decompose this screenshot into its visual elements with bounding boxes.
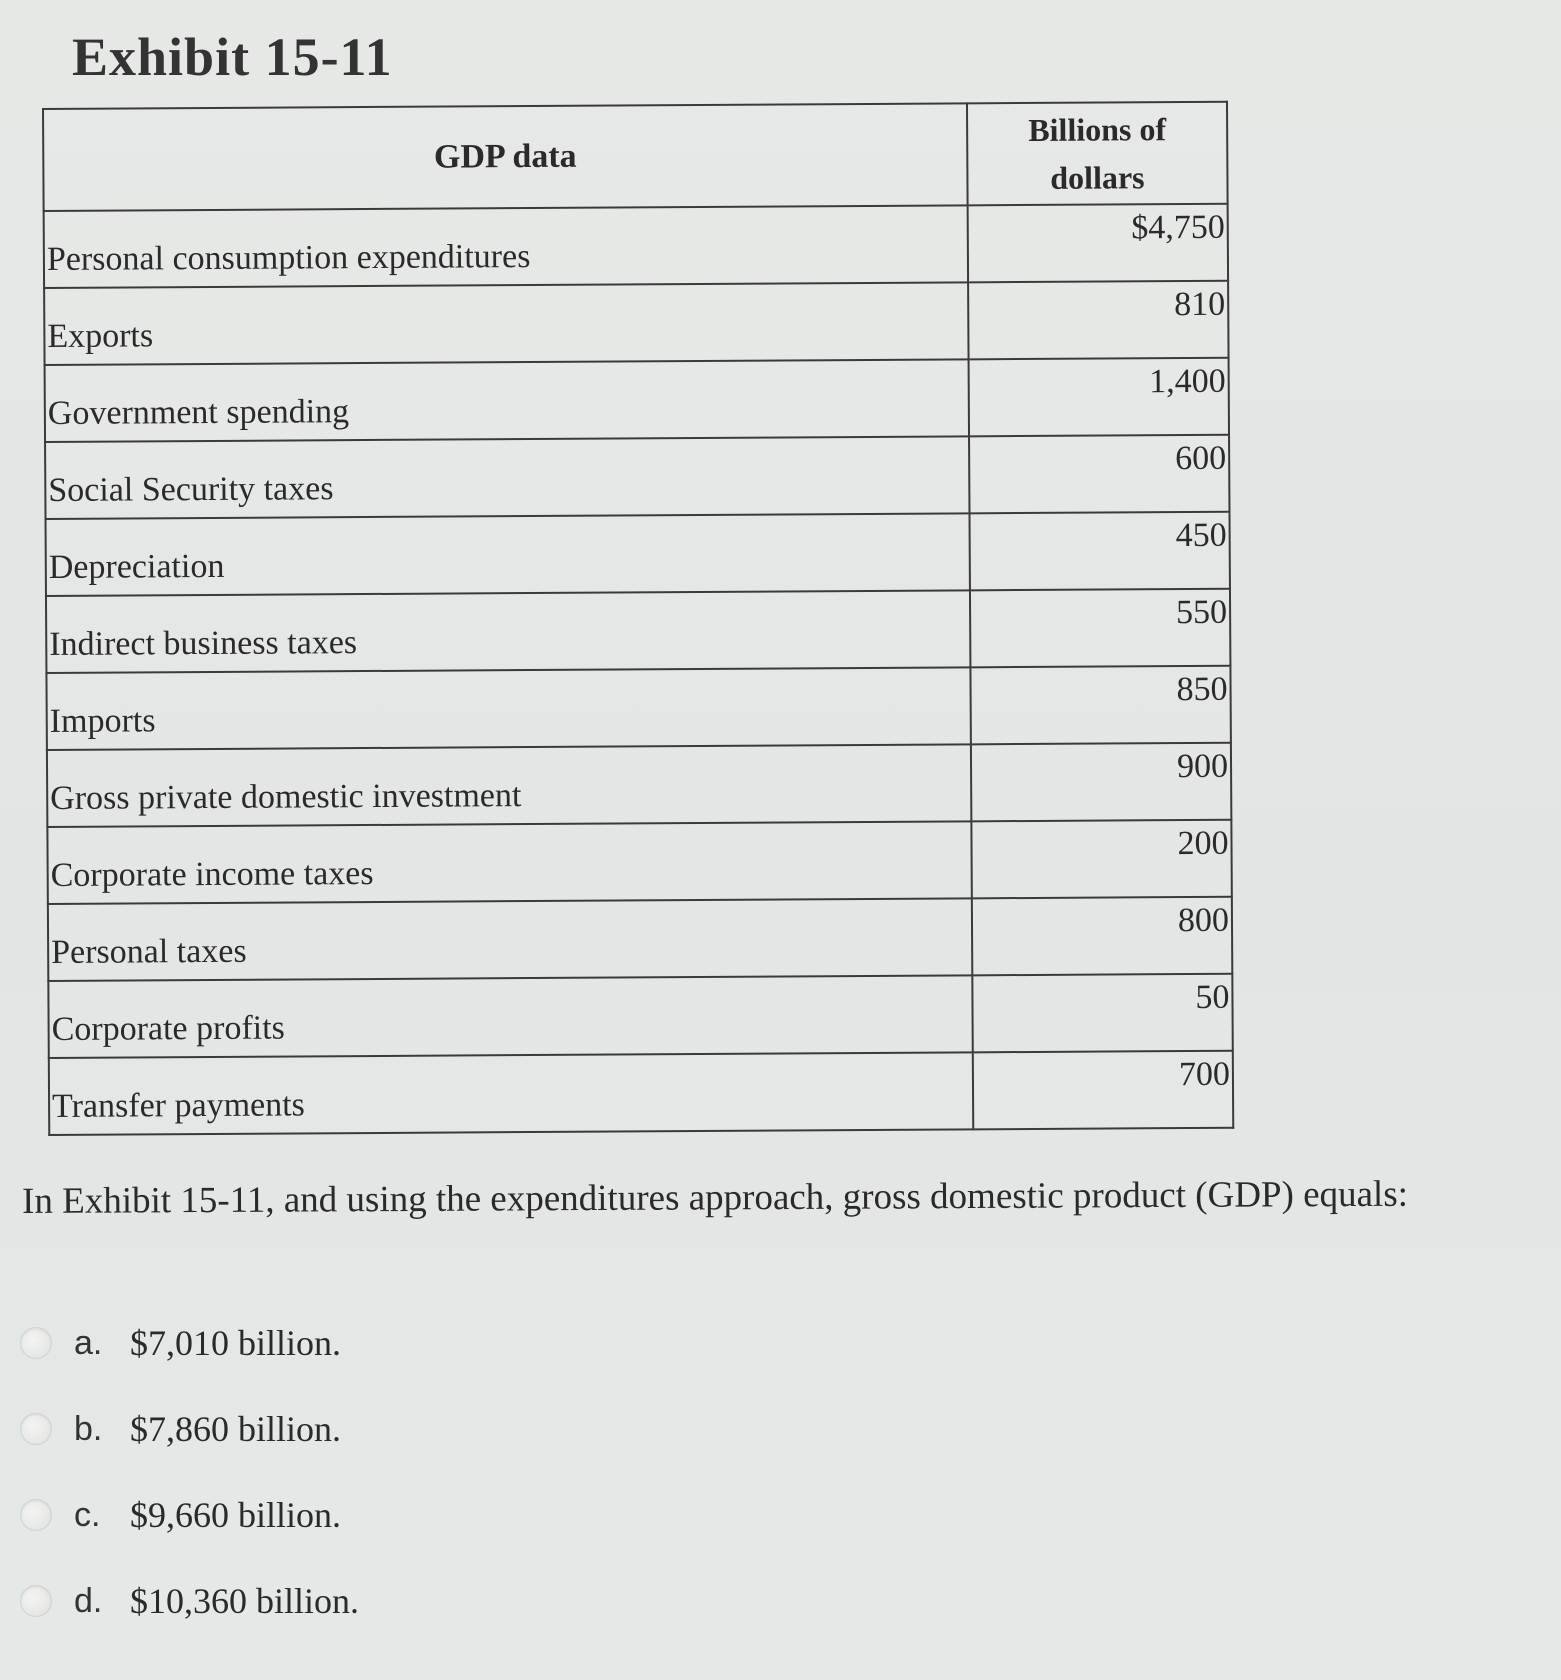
row-value: 600: [969, 435, 1229, 514]
radio-button-d[interactable]: [20, 1585, 52, 1617]
row-value: $4,750: [968, 204, 1228, 283]
header-gdp-data: GDP data: [43, 103, 968, 211]
row-label: Exports: [44, 282, 968, 365]
option-letter: d.: [74, 1581, 103, 1620]
exhibit-title: Exhibit 15-11: [72, 27, 393, 87]
row-value: 850: [970, 666, 1230, 745]
table-row: [46, 666, 1230, 750]
row-value: 200: [971, 820, 1231, 899]
table-row: [49, 1051, 1233, 1135]
row-label: Social Security taxes: [45, 436, 969, 519]
table-row: [48, 897, 1232, 981]
table-row: [47, 743, 1231, 827]
option-letter: c.: [74, 1495, 101, 1534]
table-row: [46, 589, 1230, 673]
header-billions-of-dollars: Billions of dollars: [967, 102, 1228, 206]
table-header-row: [43, 102, 1228, 211]
row-label: Personal taxes: [48, 898, 972, 981]
row-label: Depreciation: [46, 513, 970, 596]
row-label: Imports: [46, 667, 970, 750]
option-text[interactable]: $10,360 billion.: [130, 1581, 360, 1621]
answer-options: [20, 1300, 359, 1644]
row-value: 900: [971, 743, 1231, 822]
gdp-data-table: [42, 101, 1234, 1136]
option-text[interactable]: $7,010 billion.: [130, 1323, 342, 1363]
row-label: Corporate profits: [48, 975, 972, 1058]
option-letter: b.: [74, 1409, 103, 1448]
table-row: [45, 435, 1229, 519]
row-label: Corporate income taxes: [47, 821, 971, 904]
row-label: Indirect business taxes: [46, 590, 970, 673]
radio-button-b[interactable]: [20, 1413, 52, 1445]
table-row: [47, 820, 1231, 904]
option-a[interactable]: [20, 1300, 359, 1386]
radio-button-a[interactable]: [20, 1327, 52, 1359]
option-letter: a.: [74, 1323, 103, 1362]
row-value: 810: [968, 281, 1228, 360]
option-c[interactable]: [20, 1472, 359, 1558]
table-row: [48, 974, 1232, 1058]
row-value: 450: [969, 512, 1229, 591]
row-label: Transfer payments: [49, 1052, 973, 1135]
gdp-table-container: [42, 101, 1232, 1136]
table-row: [44, 281, 1228, 365]
option-d[interactable]: [20, 1558, 359, 1644]
row-value: 1,400: [969, 358, 1229, 437]
option-b[interactable]: [20, 1386, 359, 1472]
table-row: [44, 204, 1228, 288]
row-value: 700: [973, 1051, 1233, 1130]
table-row: [46, 512, 1230, 596]
table-row: [45, 358, 1229, 442]
row-value: 550: [970, 589, 1230, 668]
row-label: Gross private domestic investment: [47, 744, 971, 827]
option-text[interactable]: $7,860 billion.: [130, 1409, 342, 1449]
radio-button-c[interactable]: [20, 1499, 52, 1531]
row-value: 50: [972, 974, 1232, 1053]
question-text: In Exhibit 15-11, and using the expenditures approach, gross domestic product (GDP) equals:: [22, 1173, 1409, 1222]
row-label: Government spending: [45, 359, 969, 442]
option-text[interactable]: $9,660 billion.: [130, 1495, 342, 1535]
row-value: 800: [972, 897, 1232, 976]
row-label: Personal consumption expenditures: [44, 205, 968, 288]
